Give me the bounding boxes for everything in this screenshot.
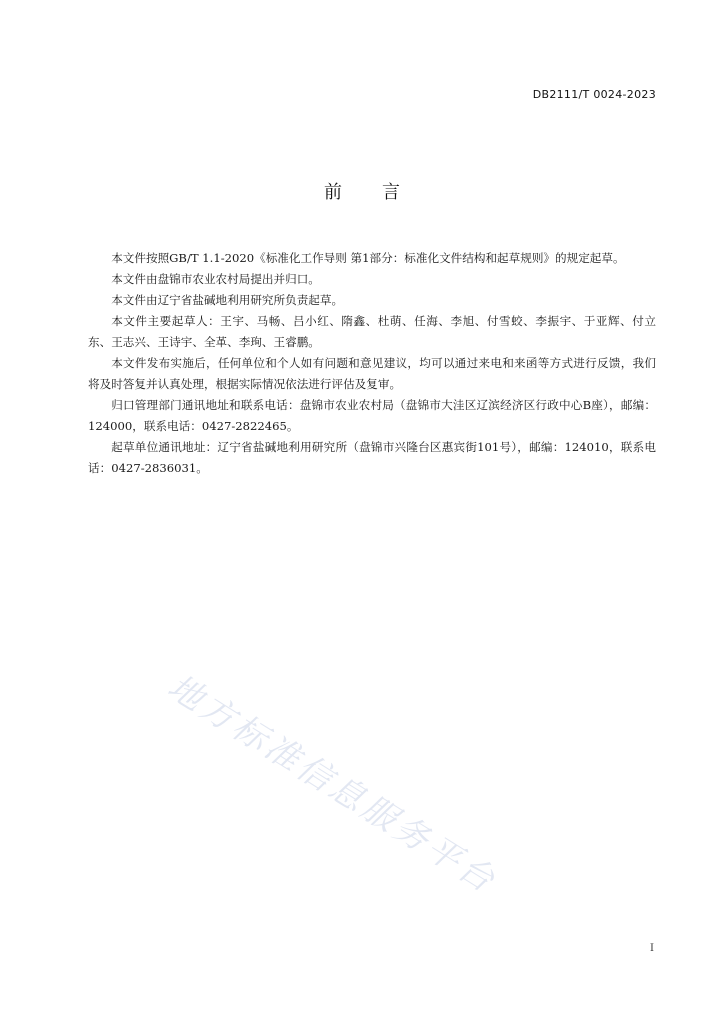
paragraph-drafting-rules: 本文件按照GB/T 1.1-2020《标准化工作导则 第1部分：标准化文件结构和起草规则》的规定起草。: [111, 251, 625, 265]
paragraph-management-contact: 归口管理部门通讯地址和联系电话：盘锦市农业农村局（盘锦市大洼区辽滨经济区行政中心B座），邮编：124000，联系电话：0427-2822465。: [88, 398, 656, 433]
paragraph-drafters: 本文件主要起草人：王宇、马畅、吕小红、隋鑫、杜萌、任海、李旭、付雪蛟、李振宇、于亚辉、付立东、王志兴、王诗宇、全革、李珣、王睿鹏。: [88, 314, 656, 349]
paragraph-proposer: 本文件由盘锦市农业农村局提出并归口。: [111, 272, 320, 286]
page-title: 前言: [324, 182, 440, 203]
document-code: DB2111/T 0024-2023: [532, 88, 656, 101]
body-text: [88, 248, 656, 479]
paragraph-drafting-unit: 本文件由辽宁省盐碱地利用研究所负责起草。: [111, 293, 344, 307]
paragraph-drafting-unit-contact: 起草单位通讯地址：辽宁省盐碱地利用研究所（盘锦市兴隆台区惠宾街101号），邮编：124010，联系电话：0427-2836031。: [88, 440, 656, 475]
page-number: I: [650, 943, 654, 954]
watermark: 地方标准信息服务平台: [160, 666, 505, 903]
paragraph-feedback: 本文件发布实施后，任何单位和个人如有问题和意见建议，均可以通过来电和来函等方式进行反馈，我们将及时答复并认真处理，根据实际情况依法进行评估及复审。: [88, 356, 656, 391]
